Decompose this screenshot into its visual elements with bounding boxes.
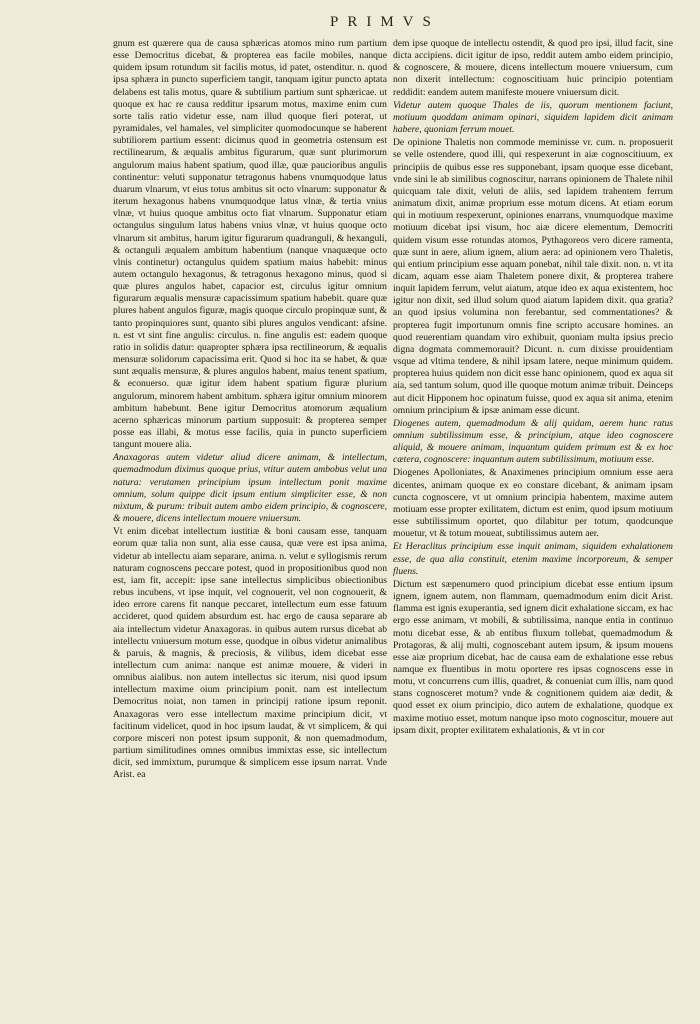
running-head: PRIMVS [330, 14, 440, 30]
lemma-paragraph: Videtur autem quoque Thales de iis, quorum mentionem faciunt, motiuum quoddam animam opinari, siquidem lapidem dicit animam habere, quoniam ferrum mouet. [393, 99, 673, 136]
left-text-column [113, 38, 387, 782]
paragraph: dem ipse quoque de intellectu ostendit, & quod pro ipsi, illud facit, sine dicta accipiens. dicit igitur de ipso, reddit autem ambo eidem principio, & cognoscere, & mouere, dicens intellectum mouere vniuersum, cum non dixerit intellectum: cognoscitiuam huic principio potentiam reddidit: eandem autem manifeste mouere vniuersum dicit. [393, 38, 673, 98]
lemma-paragraph: Anaxagoras autem videtur aliud dicere animam, & intellectum, quemadmodum diximus quoque prius, vtitur autem ambobus velut una natura: verutamen principium ipsum intellectum ponit maxime omnium, solum quippe dicit ipsum entium simpliciter esse, & non mixtum, & purum: tribuit autem ambo eidem principio, & cognoscere, & mouere, dicens intellectum mouere vniuersum. [113, 452, 387, 525]
paragraph: Diogenes Apolloniates, & Anaximenes principium omnium esse aera dicentes, animam quoque ex eo constare dicebant, & animam ipsam cuncta cognoscere, vt ut omnium principia habentem, maxime autem motiuam esse propter exilitatem, dictum est enim, quod ipsum motiuum esse subtilissimum oportet, quo dilabitur per totum, quodcunque mouetur, vt & totum moueat, subtilissimus autem aer. [393, 467, 673, 540]
paragraph: gnum est quærere qua de causa sphæricas atomos mino rum partium esse Democritus dicebat, & propterea eas facile mobiles, nanque quidem ipsum rotundum sit facilis motus, id patet, ostenditur. n. quod ipsa sphæra in puncto superficiem tangit, tanquam igitur puncto aptata delabens est talis motus, quare & subtilium partium sunt sphæricae. ut quoque ex hac re causa redditur ipsarum motus, maxime enim cum sorte talis ratio videtur esse, nam illud quoque fieri poterat, ut pyramidales, vel hamales, vel simpliciter quomodocunque se haberent subtiliorem partium essent: dicimus quod in geometria ostensum est rectilinearum, & æqualis ambitus figurarum, quæ sunt plurimorum angulorum maius habent spatium, quod illæ, quæ paucioribus angulis continentur: veluti supponatur tetragonus habens vnumquodque latus duarum vlnarum, vt eius totus ambitus sit octo vlnarum: supponatur & iterum hexagonus habens vnumquodque latus vlnæ, & tertia vnius vlnæ, vt huius quoque ambitus octo fiat vlnarum. Supponatur etiam octangulus singulum latus habens vnius vlnæ, vt huius quoque octo vlnarum sit ambitus, harum igitur figurarum quadranguli, & hexanguli, & octanguli æqualem ambitum habentium (nanque vnaquæque octo vlnis continetur) octangulus quidem spatium maius habebit: minus autem octangulo hexagonus, & tetragonus hexagono minus, quod si quæ plures angulos habet, capacior est, circulus igitur omnium figurarum æqualis mensuræ capacissimum spatium habebit. quare quæ plures habent angulos figuræ, magis quoque circulo propinquæ sunt, & tanto propinquiores sunt, quanto sibi plures angulos vendicant: afsine. n. est vt sint fine angulis: circulus. n. fine angulis est: eadem quoque ratio in solidis datur: quapropter sphæra ipsa rectilineorum, & æqualis mensuræ solidorum capacissima erit. Quod si hoc ita se habet, & quæ sunt æqualis mensuræ, & plures angulos habent, maius tenent spatium, & econuerso. quæ igitur idem habent spatium figuræ plurium angulorum, minorem habent ambitum. sphæra igitur omnium minorem ambitum habebunt. Bene igitur Democritus atomorum æqualium acerno sphæricas minorum partium supposuit: & propterea semper posse eas illabi, & motus esse facilis, quia in puncto superficiem tangunt mouere alia. [113, 38, 387, 451]
right-text-column [393, 38, 673, 737]
paragraph: Vt enim dicebat intellectum iustitiæ & boni causam esse, tanquam eorum quæ talia non sunt, alia esse causa, quæ vere est ipsa anima, videtur ab intellectu aiam separare, anima. n. velut e syllogismis rerum naturam cognoscens peccare potest, quod in propositionibus quod non est, iam fit, accepit: ipse sane intellectus simplicibus obiectionibus rebus incubens, vt ipse inquit, vel cognouerit, vel non cognouerit, & ideo errore carens fit nanque peccaret, intellectum eum esse fatuum accideret, quod quidem absurdum est. hac ergo de causa separare ab aia intellectum videtur Anaxagoras. in quibus autem rursus dicebat ab intellectu vniuersum motum esse, quodque in oibus videtur animalibus & paruis, & magnis, & preciosis, & vilibus, idem dicebat esse intellectum cum anima: nanque est animæ mouere, & videri in omnibus aialibus. non autem intellectus sic iterum, nisi quod ipsum intellectum maxime oium principium ponit. nam est intellectum Democritus noiat, non tamen in principij ratione ipsum reponit. Anaxagoras vero esse intellectum maxime principium dicit, vt facitinum videlicet, quod in hoc ipsum laudat, & vt simplicem, & qui corpore misceri non potest ipsum supponit, & non quemadmodum, partium similitudines omnes omnibus immixtas esse, sic intellectum dicit, sed immixtum, purumque & simplicem esse ipsum narrat. Vnde Arist. ea [113, 526, 387, 781]
lemma-paragraph: Diogenes autem, quemadmodum & alij quidam, aerem hunc ratus omnium subtilissimum esse, & principium, atque ideo cognoscere aliquid, & mouere animam, inquantum quidem primum est & ex hoc cætera, cognoscere: inquantum autem subtilissimum, motiuum esse. [393, 417, 673, 466]
paragraph: De opinione Thaletis non commode meminisse vr. cum. n. proposuerit se velle ostendere, quod illi, qui respexerunt in aiæ cognoscitiuum, ex principiis de quibus esse res supponebant, ipsam quoque esse dicebant, vnde sini le ab similibus cognoscitur, narrans opinionem de Thalete nihil quicquam tale dixit, veluti de aliis, sed lapidem trahentem ferrum animatum dixit, animæ proprium esse motum dicens. At etiam eorum qui in motiuum respexerunt, opiniones enarrans, vnumquodque maxime motiuum dicebat ipsi visum, hoc aiæ dicere elementum, Democriti quidem visum esse rotundas atomos, Pythagoreos vero dicere ramenta, quæ sunt in aere, alium ignem, alium aera: ad opinionem vero Thaletis, qui entium principium esse aquam ponebat, nihil tale dixit. non. n. vt ita dicam, aquam esse aiam Thaletem ponere dixit, & propterea trahere inquit lapidem ferrum, velut aiatum, atque ideo ex aqua existentem, hoc igitur non dixit, sed illud solum quod aiatum lapidem dixit. qua gratia? an quod ipsius volumina non ferebantur, sed commentationes? & propterea fugit importunum omnis fine scripto accusare homines. an quod reuerentiam quandam viro exhibuit, quoniam multa ipsius precio digna dogmata commemorauit? Dicunt. n. cum dixisse prouidentiam vsque ad vltima tendere, & nihil ipsam latere, neque minimum quidem. propterea huius quidem non dicit esse hanc opinionem, quod ex aqua sit aia, sed tantum solum, quod ille quoque motum animæ tribuit. Deinceps aut dicit Hipponem hoc opinatum fuisse, quod ex aqua sit anima, etenim omnium principium & ipsæ animam esse dicunt. [393, 137, 673, 416]
lemma-paragraph: Et Heraclitus principium esse inquit animam, siquidem exhalationem esse, de qua alia constituit, etenim maxime incorporeum, & semper fluens. [393, 541, 673, 577]
paragraph: Dictum est sæpenumero quod principium dicebat esse entium ipsum ignem, ignem autem, non flammam, quemadmodum enim dicit Arist. flamma est ignis exuperantia, sed ignem dicit exhalatione siccam, ex hac ergo esse animam, vt mobili, & subtilissima, nanque entia in continuo motu dicebat esse, & ab entibus fluxum tollebat, quemadmodum & Protagoras, & alij multi, cognoscebant autem ipsum, & ipsum mouens esse aiæ proprium dicebat, hac de causa eam de exhalatione esse rebus namque ex fluentibus in motu oportere res ipsas cognoscens esse in motu, vt concurrens cum illis, quadret, & conueniat cum illis, nam quod stans cognosceret motum? vnde & cognitionem quidem aiæ dedit, & quod esset ex oium principio, dico autem de exhalatione, quodque ex maxime motiuo esset, motum nanque ipso moto cognoscitur, mouere aut ipsam dixit, propter exilitatem exhalationis, & vt in cor [393, 578, 673, 736]
